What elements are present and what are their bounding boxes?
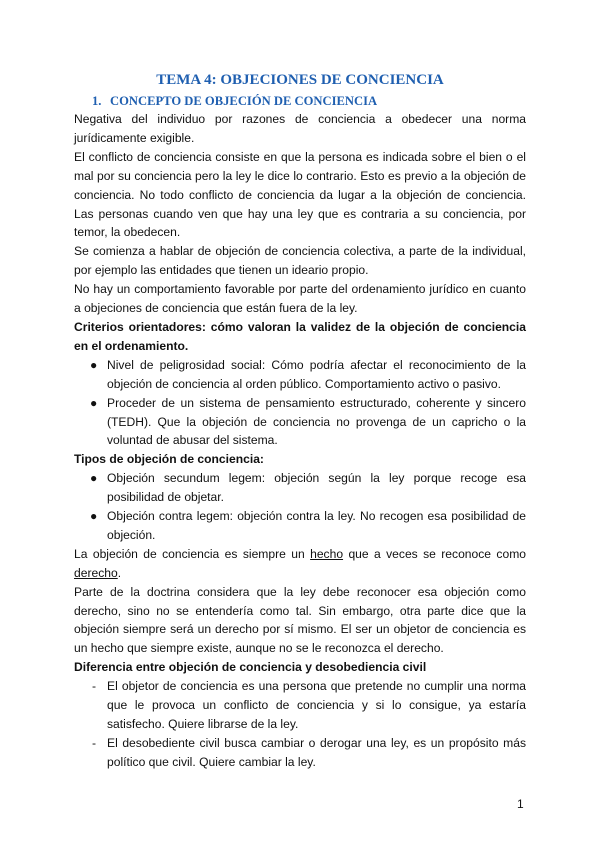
list-item: ● Objeción contra legem: objeción contra la ley. No recogen esa posibilidad de objeción.	[90, 509, 526, 542]
paragraph-conflict: El conflicto de conciencia consiste en que la persona es indicada sobre el bien o el mal por su conciencia pero la ley le dice lo contrario. Esto es previo a la objeción de conciencia. No todo conflicto de conciencia da lugar a la objeción de conciencia. Las personas cuando ven que hay una ley que es contraria a su conciencia, por temor, la obedecen.	[74, 149, 526, 240]
difference-list	[74, 677, 526, 772]
types-heading: Tipos de objeción de conciencia:	[74, 452, 264, 467]
list-item: ● Nivel de peligrosidad social: Cómo podría afectar el reconocimiento de la objeción de conciencia al orden público. Comportamiento activo o pasivo.	[90, 357, 526, 391]
criteria-heading: Criterios orientadores: cómo valoran la validez de la objeción de conciencia en el ordenamiento.	[74, 319, 526, 353]
paragraph-definition: Negativa del individuo por razones de conciencia a obedecer una norma jurídicamente exigible.	[74, 112, 526, 145]
section-label: CONCEPTO DE OBJECIÓN DE CONCIENCIA	[110, 94, 378, 108]
types-list	[74, 469, 526, 545]
difference-heading: Diferencia entre objeción de conciencia y desobediencia civil	[74, 660, 427, 675]
page-content	[74, 70, 526, 772]
list-item: ● Objeción secundum legem: objeción según la ley porque recoge esa posibilidad de objetar.	[90, 471, 526, 505]
underlined-hecho: hecho	[310, 546, 344, 561]
list-item: - El desobediente civil busca cambiar o derogar una ley, es un propósito más político que civil. Quiere cambiar la ley.	[92, 735, 526, 769]
paragraph-legal-order: No hay un comportamiento favorable por parte del ordenamiento jurídico en cuanto a objeciones de conciencia que están fuera de la ley.	[74, 282, 526, 316]
criteria-list	[74, 356, 526, 451]
bullet-icon: ●	[90, 395, 98, 410]
paragraph-fact-vs-right: La objeción de conciencia es siempre un hecho que a veces se reconoce como derecho.	[74, 546, 526, 580]
list-item: - El objetor de conciencia es una persona que pretende no cumplir una norma que le provoca un conflicto de conciencia y si lo consigue, ya estaría satisfecho. Quiere librarse de la ley.	[92, 679, 526, 731]
dash-icon: -	[92, 679, 97, 694]
bullet-icon: ●	[90, 509, 98, 524]
page-number: 1	[517, 797, 524, 811]
bullet-icon: ●	[90, 357, 98, 372]
page-title: TEMA 4: OBJECIONES DE CONCIENCIA	[156, 72, 444, 88]
section-heading	[92, 92, 526, 110]
paragraph-collective: Se comienza a hablar de objeción de conciencia colectiva, a parte de la individual, por ejemplo las entidades que tienen un ideario propio.	[74, 244, 526, 278]
list-item: ● Proceder de un sistema de pensamiento estructurado, coherente y sincero (TEDH). Que la objeción de conciencia no provenga de un capricho o la voluntad de abusar del sistema.	[90, 395, 526, 448]
underlined-derecho: derecho	[74, 565, 118, 580]
section-number: 1.	[92, 94, 102, 108]
dash-icon: -	[92, 735, 97, 750]
paragraph-doctrine: Parte de la doctrina considera que la ley debe reconocer esa objeción como derecho, sino no se entendería como tal. Sin embargo, otra parte dice que la objeción siempre será un derecho por sí mismo. El ser un objetor de conciencia es un hecho que siempre existe, aunque no se le reconozca el derecho.	[74, 584, 526, 656]
bullet-icon: ●	[90, 471, 98, 486]
